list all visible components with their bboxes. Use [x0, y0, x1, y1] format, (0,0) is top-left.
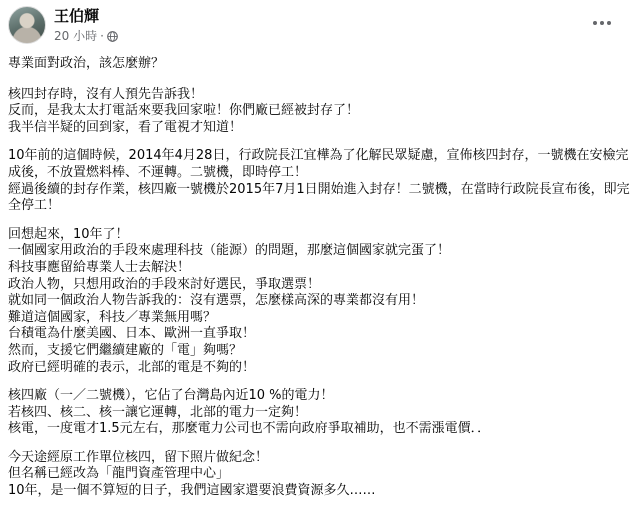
post-text-line: 專業面對政治，該怎麼辦？: [8, 56, 165, 71]
post-paragraph: [8, 388, 633, 438]
post-text-line: 政府已經明確的表示，北部的電是不夠的！: [8, 359, 256, 375]
post-text-line: 核電，一度電才1.5元左右，那麼電力公司也不需向政府爭取補助，也不需漲電價．．: [8, 421, 491, 437]
post-paragraph: [8, 227, 633, 376]
post-text-line: 難道這個國家，科技／專業無用嗎？: [8, 309, 217, 325]
post-text-line: 台積電為什麼美國、日本、歐洲一直爭取！: [8, 326, 256, 342]
post-paragraph: [8, 87, 633, 137]
post-text-line: 10年，是一個不算短的日子，我們這國家還要浪費資源多久……: [8, 483, 376, 499]
post-text-line: 一個國家用政治的手段來處理科技（能源）的問題，那麼這個國家就完蛋了！: [8, 243, 451, 259]
post-meta: [54, 28, 118, 44]
post-text-line: 我半信半疑的回到家，看了電視才知道！: [8, 119, 243, 135]
post-text-line: 核四廠（一／二號機），它佔了台灣島內近10 %的電力！: [8, 388, 334, 404]
more-options-icon: [593, 21, 597, 25]
post-text-line: 若核四、核二、核一讓它運轉，北部的電力一定夠！: [8, 404, 308, 420]
post-text-line: 科技事應留給專業人士去解決！: [8, 259, 191, 275]
post-body: [8, 56, 633, 512]
post-text-line: 但名稱已經改為「龍門資產管理中心」: [8, 466, 230, 482]
post-paragraph: [8, 56, 633, 73]
post-text-line: 核四封存時，沒有人預先告訴我！: [8, 86, 204, 102]
avatar[interactable]: [8, 6, 46, 44]
post-text-line: 政治人物，只想用政治的手段來討好選民，爭取選票！: [8, 276, 321, 292]
post-text-line: 就如同一個政治人物告訴我的：沒有選票，怎麼樣高深的專業都沒有用！: [8, 293, 425, 309]
author-name[interactable]: 王伯輝: [54, 7, 100, 25]
post-header: [0, 0, 640, 50]
meta-separator: ·: [100, 29, 104, 43]
post-text-line: 然而，支援它們繼續建廠的「電」夠嗎？: [8, 342, 243, 358]
post-text-line: 今天途經原工作單位核四，留下照片做紀念！: [8, 449, 269, 465]
post-paragraph: [8, 148, 633, 214]
post-text-line: 經過後續的封存作業，核四廠一號機於2015年7月1日開始進入封存！二號機，在當時行政院長宣布後，即完全停工！: [8, 181, 630, 214]
post-paragraph: [8, 450, 633, 500]
post-text-line: 回想起來，10年了！: [8, 226, 129, 242]
globe-icon[interactable]: [107, 31, 118, 42]
more-options-button[interactable]: [590, 13, 614, 33]
post-text-line: 反而，是我太太打電話來要我回家啦！你們廠已經被封存了！: [8, 103, 360, 119]
post-text-line: 10年前的這個時候，2014年4月28日，行政院長江宜樺為了化解民眾疑慮，宣佈核四封存，一號機在安檢完成後，不放置燃料棒、不運轉。二號機，即時停工！: [8, 148, 629, 180]
post-time[interactable]: 20 小時: [54, 29, 98, 43]
